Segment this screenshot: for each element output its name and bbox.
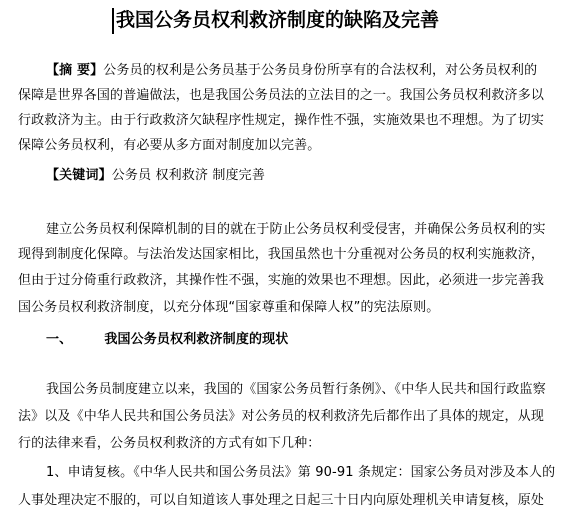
intro-line-1: 建立公务员权利保障机制的目的就在于防止公务员权利受侵害，并确保公务员权利的实 (46, 222, 546, 237)
section-1-line-3: 行的法律来看，公务员权利救济的方式有如下几种： (18, 436, 321, 451)
abstract-line-1 (46, 62, 582, 80)
section-1-heading (46, 331, 582, 349)
keywords-text: 公务员 权利救济 制度完善 (111, 168, 265, 183)
text-cursor (112, 8, 114, 34)
abstract-line-3: 行政救济为主。由于行政救济欠缺程序性规定，操作性不强，实施效果也不理想。为了切实 (18, 113, 545, 128)
intro-line-4: 国公务员权利救济制度，以充分体现“国家尊重和保障人权”的宪法原则。 (18, 300, 440, 315)
section-1-line-2: 法》以及《中华人民共和国公务员法》对公务员的权利救济先后都作出了具体的规定，从现 (18, 409, 545, 424)
document-title: 我国公务员权利救济制度的缺陷及完善 (116, 9, 440, 31)
keywords-line (46, 167, 582, 185)
intro-line-2: 现得到制度化保障。与法治发达国家相比，我国虽然也十分重视对公务员的权利实施救济， (18, 247, 545, 262)
section-1-line-1: 我国公务员制度建立以来，我国的《国家公务员暂行条例》、《中华人民共和国行政监察 (46, 382, 546, 397)
item-1-line-1: 1、申请复核。《中华人民共和国公务员法》第 90-91 条规定：国家公务员对涉及本人的 (46, 465, 556, 480)
keywords-label: 【关键词】 (46, 168, 112, 183)
abstract-label: 【摘 要】 (46, 63, 104, 78)
item-1-line-2: 人事处理决定不服的，可以自知道该人事处理之日起三十日内向原处理机关申请复核，原处 (18, 493, 545, 508)
abstract-line-2: 保障是世界各国的普遍做法，也是我国公务员法的立法目的之一。我国公务员权利救济多以 (18, 88, 545, 103)
intro-line-3: 但由于过分倚重行政救济，其操作性不强，实施的效果也不理想。因此，必须进一步完善我 (18, 273, 545, 288)
section-1-title: 我国公务员权利救济制度的现状 (104, 332, 289, 347)
abstract-line-4: 保障公务员权利，有必要从多方面对制度加以完善。 (18, 138, 321, 153)
abstract-text-1: 公务员的权利是公务员基于公务员身份所享有的合法权利，对公务员权利的 (103, 63, 538, 78)
section-1-number: 一、 (46, 332, 73, 347)
